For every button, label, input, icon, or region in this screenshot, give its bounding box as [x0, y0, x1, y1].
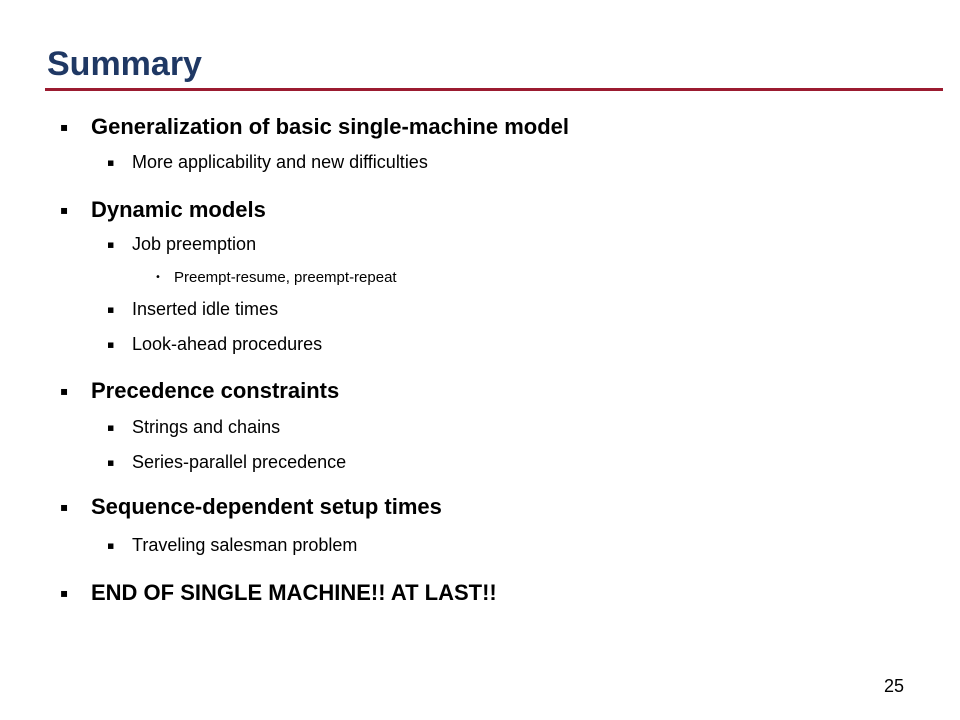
sub-bullet-item	[107, 450, 347, 474]
sub-bullet-item	[107, 232, 257, 256]
slide-title: Summary	[47, 45, 202, 83]
square-bullet-icon: ▪	[107, 238, 115, 251]
square-bullet-icon: ▪	[60, 500, 69, 514]
square-bullet-icon: ▪	[60, 586, 69, 600]
square-bullet-icon: ▪	[107, 539, 115, 552]
square-bullet-icon: ▪	[60, 203, 69, 217]
sub-bullet-text: Job preemption	[132, 234, 257, 254]
sub-bullet-item	[107, 150, 428, 174]
bullet-text: Dynamic models	[91, 197, 266, 222]
bullet-item	[60, 113, 570, 141]
title-underline	[45, 88, 943, 91]
bullet-text: Precedence constraints	[91, 378, 340, 403]
square-bullet-icon: ▪	[107, 156, 115, 169]
page-number: 25	[883, 676, 904, 696]
sub-bullet-item	[107, 533, 358, 557]
dot-bullet-icon: •	[155, 272, 161, 283]
sub-bullet-text: Series-parallel precedence	[132, 452, 347, 472]
sub-bullet-text: Strings and chains	[132, 417, 281, 437]
square-bullet-icon: ▪	[107, 421, 115, 434]
square-bullet-icon: ▪	[107, 338, 115, 351]
square-bullet-icon: ▪	[107, 303, 115, 316]
sub-sub-bullet-text: Preempt-resume, preempt-repeat	[174, 269, 397, 286]
bullet-item	[60, 493, 442, 521]
sub-bullet-text: More applicability and new difficulties	[132, 152, 428, 172]
bullet-item	[60, 196, 266, 224]
bullet-text: Generalization of basic single-machine model	[91, 114, 570, 139]
sub-bullet-item	[107, 415, 281, 439]
sub-sub-bullet-item	[155, 268, 397, 288]
sub-bullet-text: Traveling salesman problem	[132, 535, 358, 555]
bullet-text: Sequence-dependent setup times	[91, 494, 442, 519]
sub-bullet-item	[107, 297, 279, 321]
sub-bullet-text: Inserted idle times	[132, 299, 279, 319]
square-bullet-icon: ▪	[60, 384, 69, 398]
sub-bullet-item	[107, 332, 323, 356]
square-bullet-icon: ▪	[60, 120, 69, 134]
bullet-item	[60, 377, 340, 405]
sub-bullet-text: Look-ahead procedures	[132, 334, 323, 354]
bullet-text: END OF SINGLE MACHINE!! AT LAST!!	[91, 580, 497, 605]
bullet-item	[60, 579, 497, 607]
square-bullet-icon: ▪	[107, 456, 115, 469]
